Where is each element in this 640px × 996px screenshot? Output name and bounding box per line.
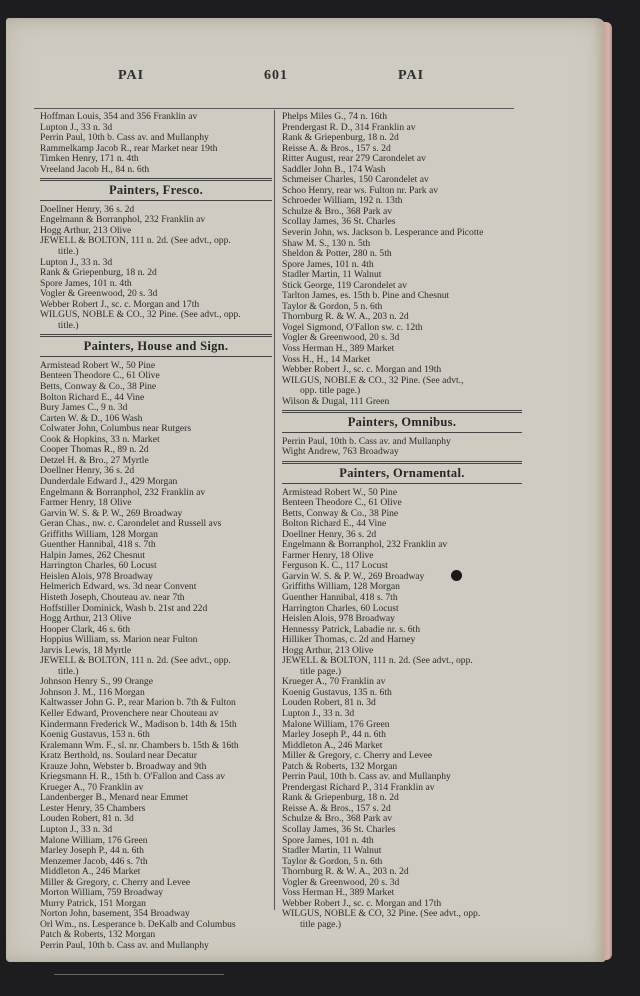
directory-entry: Hoppius William, ss. Marion near Fulton [40,634,198,646]
directory-entry: Dunderdale Edward J., 429 Morgan [40,475,178,487]
directory-entry: Lupton J., 33 n. 3d [40,121,113,133]
directory-entry: Johnson Henry S., 99 Orange [40,676,153,688]
directory-entry: Stick George, 119 Carondelet av [282,279,407,291]
directory-entry: Reisse A. & Bros., 157 s. 2d [282,142,391,154]
right-top-entries [282,112,522,407]
directory-entry: Morton William, 759 Broadway [40,887,164,899]
directory-entry: title page.) [300,918,342,930]
directory-entry: Hennessy Patrick, Labadie nr. s. 6th [282,623,421,635]
directory-entry: Malone William, 176 Green [282,718,390,730]
directory-entry: Hoffstiller Dominick, Wash b. 21st and 22d [40,602,208,614]
directory-page [6,18,606,962]
binding-edge [0,962,640,996]
directory-entry: Spore James, 101 n. 4th [40,277,132,289]
page-header [6,68,606,90]
page-number: 601 [264,68,288,83]
directory-entry: Garvin W. S. & P. W., 269 Broadway [40,507,183,519]
directory-entry: Lester Henry, 35 Chambers [40,802,146,814]
directory-entry: Benteen Theodore C., 61 Olive [40,370,160,382]
heading-painters-fresco: Painters, Fresco. [40,178,272,201]
directory-entry: Kratz Berthold, ns. Soulard near Decatur [40,750,197,762]
directory-entry: Middleton A., 246 Market [282,739,383,751]
header-right-guide-word: PAI [398,68,425,83]
directory-entry: Spore James, 101 n. 4th [282,258,374,270]
directory-entry: Heislen Alois, 978 Broadway [282,613,395,625]
header-left-guide-word: PAI [118,68,145,83]
directory-entry: Krueger A., 70 Franklin av [40,781,144,793]
directory-entry: Hooper Clark, 46 s. 6th [40,623,131,635]
directory-entry: Louden Robert, 81 n. 3d [282,697,376,709]
directory-entry: Engelmann & Borranphol, 232 Franklin av [40,486,206,498]
heading-painters-omnibus: Painters, Omnibus. [282,410,522,433]
fresco-entries [40,205,272,332]
directory-entry: Histeth Joseph, Chouteau av. near 7th [40,591,185,603]
directory-entry: Marley Joseph P., 44 n. 6th [282,729,386,741]
directory-entry: Schroeder William, 192 n. 13th [282,195,403,207]
directory-entry: Kindermann Frederick W., Madison b. 14th & 15th [40,718,237,730]
directory-entry: Jarvis Lewis, 18 Myrtle [40,644,132,656]
directory-entry: Engelmann & Borranphol, 232 Franklin av [282,539,448,551]
directory-entry: Marley Joseph P., 44 n. 6th [40,845,144,857]
directory-entry: Guenther Hannibal, 418 s. 7th [282,591,398,603]
directory-entry: Stadler Martin, 11 Walnut [282,269,382,281]
directory-entry: opp. title page.) [300,385,361,397]
directory-entry: Webber Robert J., sc. c. Morgan and 19th [282,364,442,376]
directory-entry: Harrington Charles, 60 Locust [282,602,399,614]
directory-entry: Doellner Henry, 36 s. 2d [282,528,377,540]
heading-painters-house-and-sign: Painters, House and Sign. [40,334,272,357]
directory-entry: Perrin Paul, 10th b. Cass av. and Mullanphy [282,771,451,783]
directory-entry: Lupton J., 33 n. 3d [40,824,113,835]
directory-entry: JEWELL & BOLTON, 111 n. 2d. (See advt., opp. [40,655,231,667]
directory-entry: Tarlton James, es. 15th b. Pine and Chesnut [282,290,450,302]
directory-entry: JEWELL & BOLTON, 111 n. 2d. (See advt., opp. [40,235,231,247]
directory-entry: Colwater John, Columbus near Rutgers [40,423,192,435]
directory-entry: Webber Robert J., sc. c. Morgan and 17th [40,298,200,310]
directory-entry: Scollay James, 36 St. Charles [282,824,396,835]
directory-entry: Rammelkamp Jacob R., rear Market near 19th [40,142,218,154]
directory-entry: Phelps Miles G., 74 n. 16th [282,111,388,122]
directory-entry: Betts, Conway & Co., 38 Pine [282,507,399,519]
directory-entry: Doellner Henry, 36 s. 2d [40,465,135,477]
directory-entry: Louden Robert, 81 n. 3d [40,813,134,825]
directory-entry: title page.) [300,665,342,677]
directory-entry: Landenberger B., Menard near Emmet [40,792,188,804]
directory-entry: Rank & Griepenburg, 18 n. 2d [282,792,399,804]
directory-entry: Schoo Henry, rear ws. Fulton nr. Park av [282,184,439,196]
directory-entry: Rank & Griepenburg, 18 n. 2d [40,267,157,279]
directory-entry: Vogler & Greenwood, 20 s. 3d [282,332,400,344]
directory-entry: Middleton A., 246 Market [40,866,141,878]
directory-entry: Bolton Richard E., 44 Vine [40,391,145,403]
directory-entry: Hoffman Louis, 354 and 356 Franklin av [40,111,198,122]
directory-entry: WILGUS, NOBLE & CO., 32 Pine. (See advt., opp. [40,309,241,321]
directory-entry: Ferguson K. C., 117 Locust [282,560,388,572]
directory-entry: Guenther Hannibal, 418 s. 7th [40,539,156,551]
directory-entry: Menzemer Jacob, 446 s. 7th [40,855,148,867]
directory-entry: Carten W. & D., 106 Wash [40,412,143,424]
directory-entry: Farmer Henry, 18 Olive [40,497,132,509]
directory-entry: Malone William, 176 Green [40,834,148,846]
directory-entry: Prendergast R. D., 314 Franklin av [282,121,416,133]
directory-entry: title.) [58,319,79,331]
directory-entry: Krueger A., 70 Franklin av [282,676,386,688]
directory-entry: Wilson & Dugal, 111 Green [282,395,390,407]
directory-entry: Schmeiser Charles, 150 Carondelet av [282,174,429,186]
directory-entry: Sheldon & Potter, 280 n. 5th [282,248,392,260]
directory-entry: Armistead Robert W., 50 Pine [282,486,398,498]
directory-entry: Johnson J. M., 116 Morgan [40,686,145,698]
directory-entry: Doellner Henry, 36 s. 2d [40,203,135,215]
directory-entry: Geran Chas., nw. c. Carondelet and Russell avs [40,518,222,530]
directory-entry: Cook & Hopkins, 33 n. Market [40,433,160,445]
directory-entry: Thornburg R. & W. A., 203 n. 2d [282,866,409,878]
directory-entry: Murry Patrick, 151 Morgan [40,897,146,909]
directory-entry: Miller & Gregory, c. Cherry and Levee [282,750,433,762]
directory-entry: Perrin Paul, 10th b. Cass av. and Mullanphy [40,132,209,144]
directory-entry: Perrin Paul, 10th b. Cass av. and Mullanphy [40,940,209,952]
directory-entry: Halpin James, 262 Chesnut [40,549,145,561]
directory-entry: Detzel H. & Bro., 27 Myrtle [40,454,149,466]
directory-entry: Patch & Roberts, 132 Morgan [282,760,398,772]
directory-entry: Miller & Gregory, c. Cherry and Levee [40,876,191,888]
directory-entry: Schulze & Bro., 368 Park av [282,813,393,825]
directory-entry: Vreeland Jacob H., 84 n. 6th [40,163,150,175]
directory-entry: Norton John, basement, 354 Broadway [40,908,190,920]
directory-entry: Vogel Sigmond, O'Fallon sw. c. 12th [282,321,423,333]
directory-entry: Patch & Roberts, 132 Morgan [40,929,156,941]
omnibus-entries [282,437,522,458]
directory-entry: Severin John, ws. Jackson b. Lesperance and Picotte [282,227,484,239]
directory-entry: Lupton J., 33 n. 3d [282,707,355,719]
directory-entry: WILGUS, NOBLE & CO., 32 Pine. (See advt., [282,374,464,386]
left-column [40,112,272,952]
directory-entry: Hogg Arthur, 213 Olive [40,613,132,625]
ink-blot [451,570,462,581]
directory-entry: Thornburg R. & W. A., 203 n. 2d [282,311,409,323]
column-divider [274,110,275,910]
directory-entry: Ritter August, rear 279 Carondelet av [282,153,426,165]
directory-entry: Engelmann & Borranphol, 232 Franklin av [40,214,206,226]
directory-entry: Webber Robert J., sc. c. Morgan and 17th [282,897,442,909]
directory-entry: Lupton J., 33 n. 3d [40,256,113,268]
directory-entry: Farmer Henry, 18 Olive [282,549,374,561]
directory-entry: Timken Henry, 171 n. 4th [40,153,139,165]
directory-entry: Armistead Robert W., 50 Pine [40,359,156,371]
directory-entry: title.) [58,665,79,677]
directory-entry: Vogler & Greenwood, 20 s. 3d [40,288,158,300]
directory-entry: Koenig Gustavus, 153 n. 6th [40,729,150,741]
directory-entry: Kriegsmann H. R., 15th b. O'Fallon and Cass av [40,771,226,783]
directory-entry: Hogg Arthur, 213 Olive [282,644,374,656]
directory-entry: Hilliker Thomas, c. 2d and Harney [282,634,416,646]
directory-entry: JEWELL & BOLTON, 111 n. 2d. (See advt., opp. [282,655,473,667]
directory-entry: Griffiths William, 128 Morgan [40,528,158,540]
directory-entry: Kaltwasser John G. P., rear Marion b. 7th & Fulton [40,697,236,709]
directory-entry: Taylor & Gordon, 5 n. 6th [282,300,383,312]
directory-entry: Hogg Arthur, 213 Olive [40,224,132,236]
left-top-entries [40,112,272,175]
directory-entry: Kralemann Wm. F., sl. nr. Chambers b. 15th & 16th [40,739,239,751]
directory-entry: Voss Herman H., 389 Market [282,343,395,355]
directory-entry: Saddler John B., 174 Wash [282,163,386,175]
ornamental-entries [282,488,522,931]
directory-entry: Reisse A. & Bros., 157 s. 2d [282,802,391,814]
directory-entry: Keller Edward, Provenchere near Chouteau av [40,707,219,719]
directory-entry: Helmerich Edward, ws. 3d near Convent [40,581,197,593]
heading-painters-ornamental: Painters, Ornamental. [282,461,522,484]
directory-entry: Bury James C., 9 n. 3d [40,402,128,414]
directory-entry: Voss H., H., 14 Market [282,353,371,365]
directory-entry: Griffiths William, 128 Morgan [282,581,400,593]
directory-entry: Bolton Richard E., 44 Vine [282,518,387,530]
directory-entry: Rank & Griepenburg, 18 n. 2d [282,132,399,144]
directory-entry: Prendergast Richard P., 314 Franklin av [282,781,435,793]
directory-entry: Vogler & Greenwood, 20 s. 3d [282,876,400,888]
binding-mark [54,964,224,975]
directory-entry: WILGUS, NOBLE & CO, 32 Pine. (See advt., opp. [282,908,481,920]
directory-entry: Harrington Charles, 60 Locust [40,560,157,572]
directory-entry: Betts, Conway & Co., 38 Pine [40,381,157,393]
directory-entry: Wight Andrew, 763 Broadway [282,446,399,458]
directory-entry: Perrin Paul, 10th b. Cass av. and Mullanphy [282,435,451,447]
directory-entry: Voss Herman H., 389 Market [282,887,395,899]
directory-entry: Shaw M. S., 130 n. 5th [282,237,371,249]
right-column [282,112,522,930]
directory-entry: Krauze John, Webster b. Broadway and 9th [40,760,207,772]
house-and-sign-entries [40,361,272,952]
directory-entry: Orl Wm., ns. Lesperance b. DeKalb and Columbus [40,918,236,930]
directory-entry: Taylor & Gordon, 5 n. 6th [282,855,383,867]
header-rule [34,108,514,109]
directory-entry: Garvin W. S. & P. W., 269 Broadway [282,570,425,582]
directory-entry: Spore James, 101 n. 4th [282,834,374,846]
directory-entry: Scollay James, 36 St. Charles [282,216,396,228]
directory-entry: Koenig Gustavus, 135 n. 6th [282,686,392,698]
directory-entry: Stadler Martin, 11 Walnut [282,845,382,857]
directory-entry: Schulze & Bro., 368 Park av [282,205,393,217]
directory-entry: Cooper Thomas R., 89 n. 2d [40,444,149,456]
directory-entry: Heislen Alois, 978 Broadway [40,570,153,582]
page-edge [604,22,612,960]
directory-entry: Benteen Theodore C., 61 Olive [282,497,402,509]
directory-entry: title.) [58,246,79,258]
